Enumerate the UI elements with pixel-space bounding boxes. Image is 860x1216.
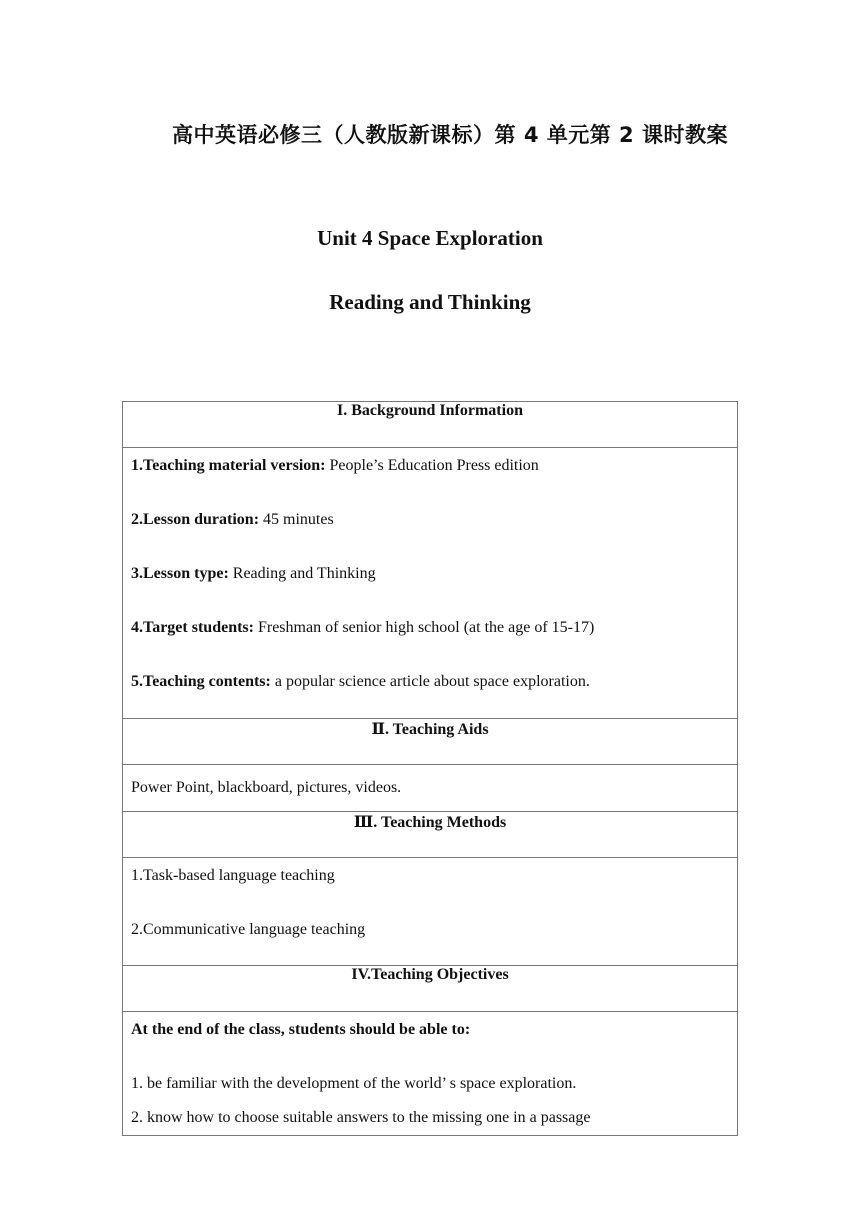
background-item [131, 510, 729, 530]
section-header-methods [123, 812, 738, 858]
item-label: 1.Teaching material version: [131, 457, 326, 474]
item-label: 2.Lesson duration: [131, 511, 260, 528]
section-header-aids [123, 719, 738, 765]
unit-title: Unit 4 Space Exploration [317, 226, 543, 250]
section-heading: IV.Teaching Objectives [123, 966, 738, 1012]
item-value: Freshman of senior high school (at the age of 15-17) [253, 619, 595, 636]
objective-item: 2. know how to choose suitable answers to the missing one in a passage [131, 1109, 591, 1126]
objective-item: 1. be familiar with the development of the world’ s space exploration. [131, 1075, 577, 1092]
item-value: People’s Education Press edition [325, 457, 539, 474]
item-value: 45 minutes [259, 511, 334, 528]
item-value: a popular science article about space exploration. [270, 673, 590, 690]
background-info-cell [123, 448, 738, 719]
item-label: 5.Teaching contents: [131, 673, 271, 690]
section-header-background [123, 402, 738, 448]
background-info-row [123, 448, 738, 719]
objectives-row [123, 1012, 738, 1136]
objectives-intro: At the end of the class, students should be able to: [131, 1021, 471, 1038]
item-label: 4.Target students: [131, 619, 254, 636]
method-item: 2.Communicative language teaching [131, 921, 366, 938]
aids-text: Power Point, blackboard, pictures, videos. [131, 779, 402, 796]
section-heading: Ⅱ. Teaching Aids [123, 719, 738, 765]
methods-cell [123, 858, 738, 966]
section-heading: Ⅲ. Teaching Methods [123, 812, 738, 858]
lesson-plan-table [122, 401, 738, 1136]
item-value: Reading and Thinking [228, 565, 376, 582]
section-heading: I. Background Information [123, 402, 738, 448]
section-header-objectives [123, 966, 738, 1012]
aids-row [123, 765, 738, 812]
objectives-cell [123, 1012, 738, 1136]
background-item [131, 672, 729, 692]
background-item [131, 456, 729, 476]
aids-cell [123, 765, 738, 812]
item-label: 3.Lesson type: [131, 565, 229, 582]
page-title: 高中英语必修三（人教版新课标）第 4 单元第 2 课时教案 [172, 123, 728, 147]
background-item [131, 618, 729, 638]
method-item: 1.Task-based language teaching [131, 867, 335, 884]
background-item [131, 564, 729, 584]
methods-row [123, 858, 738, 966]
lesson-title: Reading and Thinking [329, 290, 531, 314]
